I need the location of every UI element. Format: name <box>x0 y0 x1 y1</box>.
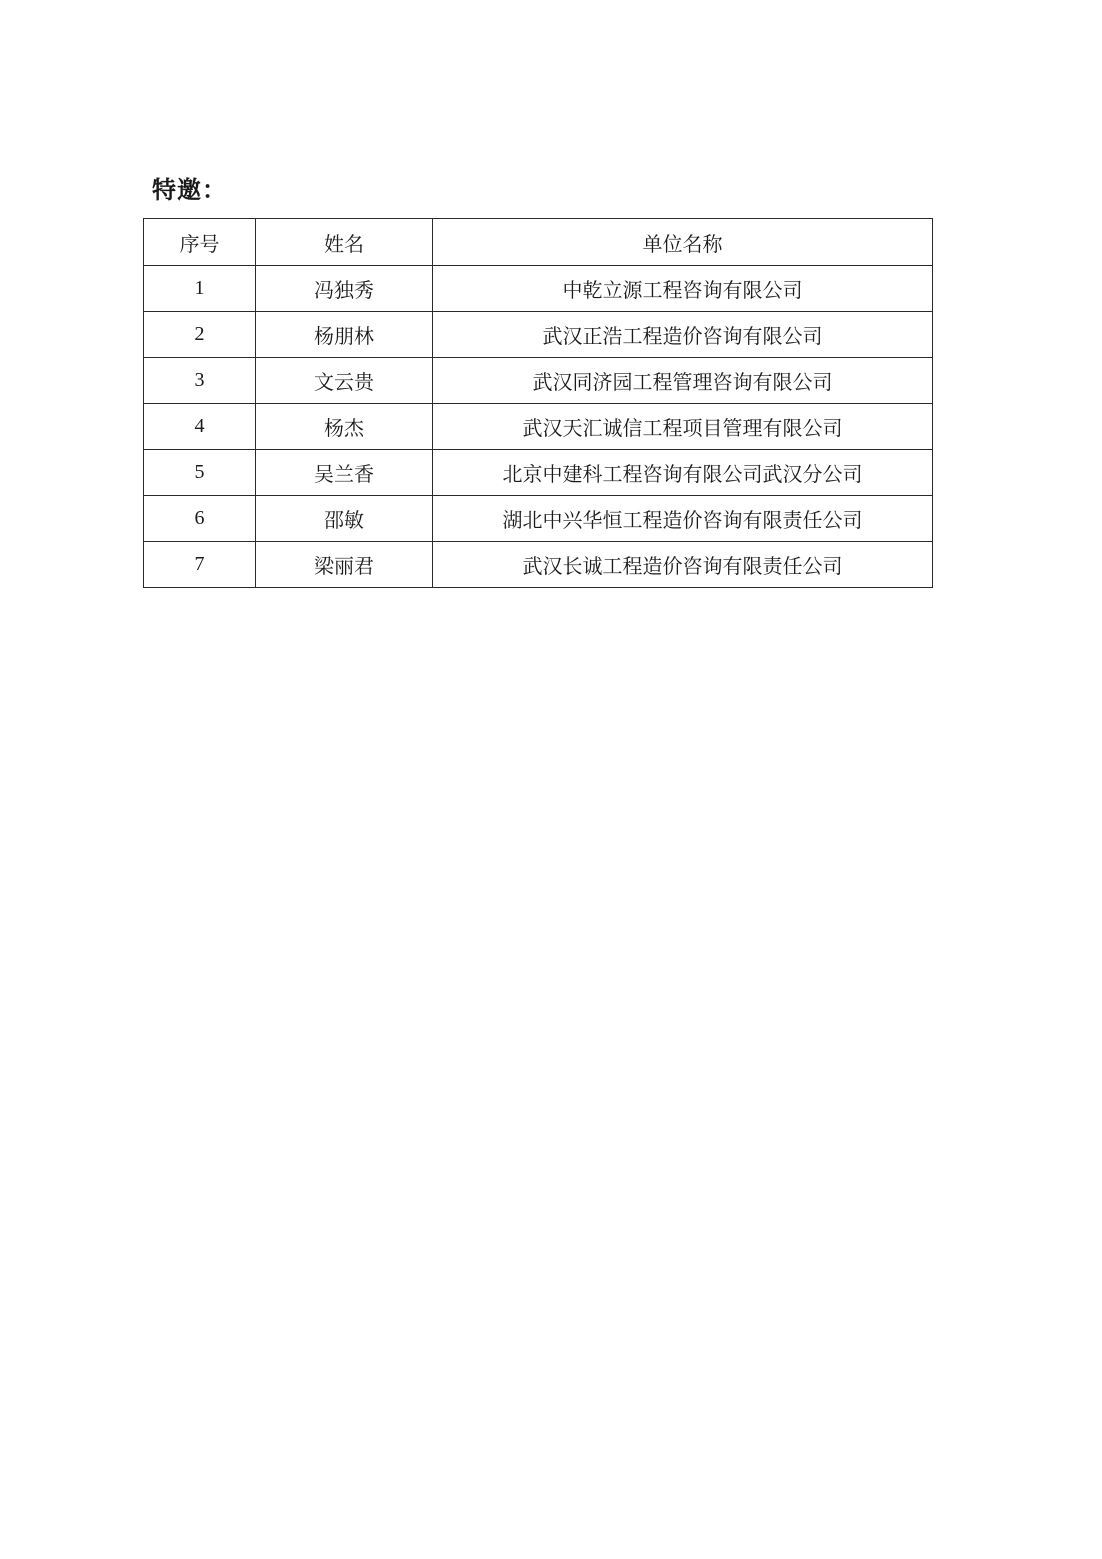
row-name: 冯独秀 <box>256 266 433 312</box>
row-name: 邵敏 <box>256 496 433 542</box>
row-name: 文云贵 <box>256 358 433 404</box>
table-row <box>144 312 933 358</box>
row-company: 武汉正浩工程造价咨询有限公司 <box>433 312 933 358</box>
row-name: 梁丽君 <box>256 542 433 588</box>
page-heading: 特邀： <box>152 175 227 204</box>
table-row <box>144 266 933 312</box>
row-no: 6 <box>144 496 256 542</box>
row-company: 武汉天汇诚信工程项目管理有限公司 <box>433 404 933 450</box>
row-name: 杨朋林 <box>256 312 433 358</box>
row-no: 2 <box>144 312 256 358</box>
row-no: 5 <box>144 450 256 496</box>
table-row <box>144 496 933 542</box>
header-name: 姓名 <box>256 219 433 266</box>
row-no: 1 <box>144 266 256 312</box>
row-company: 中乾立源工程咨询有限公司 <box>433 266 933 312</box>
row-company: 武汉同济园工程管理咨询有限公司 <box>433 358 933 404</box>
table-row <box>144 404 933 450</box>
header-no: 序号 <box>144 219 256 266</box>
table-row <box>144 450 933 496</box>
table-body <box>144 266 933 588</box>
row-no: 7 <box>144 542 256 588</box>
row-company: 湖北中兴华恒工程造价咨询有限责任公司 <box>433 496 933 542</box>
row-company: 北京中建科工程咨询有限公司武汉分公司 <box>433 450 933 496</box>
table-row <box>144 542 933 588</box>
row-no: 4 <box>144 404 256 450</box>
row-name: 吴兰香 <box>256 450 433 496</box>
row-name: 杨杰 <box>256 404 433 450</box>
table-row <box>144 358 933 404</box>
header-row <box>144 219 933 266</box>
table-header <box>144 219 933 266</box>
row-company: 武汉长诚工程造价咨询有限责任公司 <box>433 542 933 588</box>
header-company: 单位名称 <box>433 219 933 266</box>
invitee-table <box>143 218 933 588</box>
row-no: 3 <box>144 358 256 404</box>
